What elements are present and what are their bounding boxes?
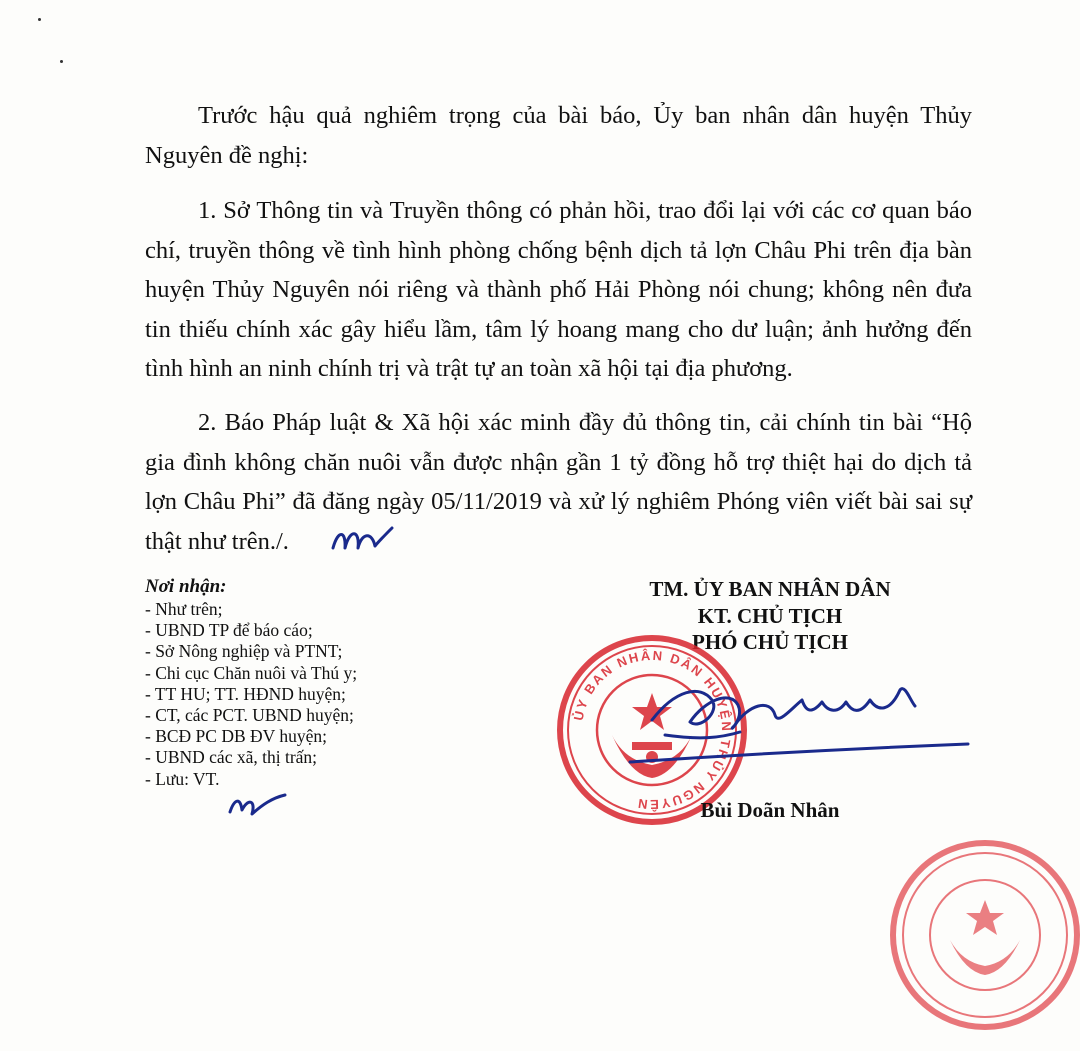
recipient-item: - UBND TP để báo cáo; — [145, 620, 313, 641]
recipients-title: Nơi nhận: — [145, 576, 227, 597]
intro-text: Trước hậu quả nghiêm trọng của bài báo, Ủy ban nhân dân huyện Thủy Nguyên đề nghị: — [145, 102, 972, 169]
recipient-item: - Lưu: VT. — [145, 768, 220, 789]
recipient-item: - Sở Nông nghiệp và PTNT; — [145, 641, 343, 662]
signer-name: Bùi Doãn Nhân — [700, 798, 840, 822]
recipient-item: - Chi cục Chăn nuôi và Thú y; — [145, 662, 358, 683]
signature-title-line1: TM. ỦY BAN NHÂN DÂN — [649, 577, 891, 601]
recipient-item: - UBND các xã, thị trấn; — [145, 747, 318, 768]
recipient-item: - TT HU; TT. HĐND huyện; — [145, 683, 346, 704]
recipient-item: - CT, các PCT. UBND huyện; — [145, 705, 354, 726]
recipients-block — [145, 575, 357, 790]
signature-title-line2: KT. CHỦ TỊCH — [697, 603, 843, 628]
request-item-2-text: 2. Báo Pháp luật & Xã hội xác minh đầy đủ thông tin, cải chính tin bài “Hộ gia đình không chăn nuôi vẫn được nhận gần 1 tỷ đồng hỗ trợ thiệt hại do dịch tả lợn Châu Phi” đã đăng ngày 05/11/2019 và xử lý nghiêm Phóng viên viết bài sai sự thật như trên./. — [145, 409, 972, 555]
signature-block — [600, 576, 940, 656]
emblem-icon — [950, 900, 1020, 975]
recipient-item: - BCĐ PC DB ĐV huyện; — [145, 726, 327, 747]
stamp-ring-text: ỦY BAN NHÂN DÂN HUYỆN THỦY NGUYÊN — [570, 647, 735, 813]
scan-speck — [60, 60, 63, 63]
recipients-list — [145, 599, 357, 790]
national-emblem-icon — [612, 693, 692, 778]
request-item-2 — [145, 403, 972, 561]
svg-text:ỦY BAN NHÂN DÂN HUYỆN THỦY NGU — [571, 648, 735, 812]
signature-title-line3: PHÓ CHỦ TỊCH — [692, 630, 848, 654]
recipient-item: - Như trên; — [145, 599, 223, 619]
request-item-1-text: 1. Sở Thông tin và Truyền thông có phản hồi, trao đổi lại với các cơ quan báo chí, truyền thông về tình hình phòng chống bệnh dịch tả lợn Châu Phi trên địa bàn huyện Thủy Nguyên nói riêng và thành phố Hải Phòng nói chung; không nên đưa tin thiếu chính xác gây hiểu lầm, tâm lý hoang mang cho dư luận; ảnh hưởng đến tình hình an ninh chính trị và trật tự an toàn xã hội tại địa phương. — [145, 197, 972, 382]
scan-speck — [38, 18, 41, 21]
request-item-1 — [145, 191, 972, 389]
intro-paragraph — [145, 96, 972, 175]
